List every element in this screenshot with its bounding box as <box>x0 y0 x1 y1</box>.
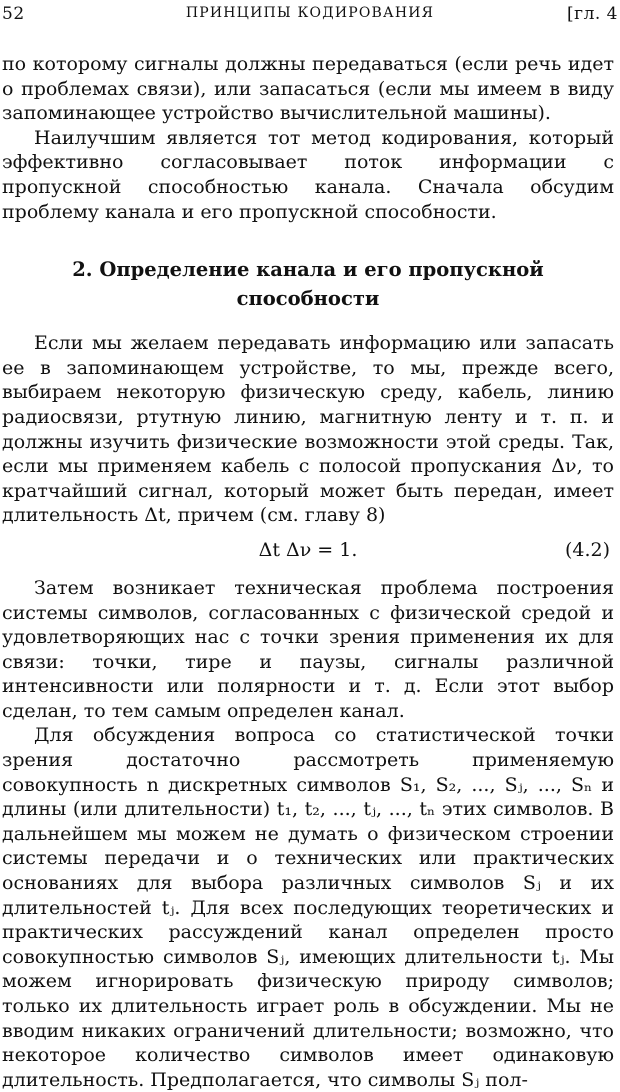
page-body <box>2 52 614 1092</box>
paragraph-continued: по которому сигналы должны передаваться (если речь идет о проблемах связи), или запасаться (если мы имеем в виду запоминающее устройство вычислительной машины). <box>2 53 614 125</box>
page-number: 52 <box>2 4 25 24</box>
paragraph: Наилучшим является тот метод кодирования, который эффективно согласовывает поток информации с пропускной способностью канала. Сначала обсудим проблему канала и его пропускной способности. <box>2 126 614 223</box>
equation-4-2 <box>2 530 614 570</box>
equation-text: Δt Δν = 1. <box>258 538 358 561</box>
paragraph: Если мы желаем передавать информацию или запасать ее в запоминающем устройстве, то мы, прежде всего, выбираем некоторую физическую среду, кабель, линию радиосвязи, ртутную линию, магнитную ленту и т. п. и должны изучить физические возможности этой среды. Так, если мы применяем кабель с полосой пропускания Δν, то кратчайший сигнал, который может быть передан, имеет длительность Δt, причем (см. главу 8) <box>2 332 614 527</box>
chapter-marker: [гл. 4 <box>567 4 618 24</box>
page-header <box>2 4 618 30</box>
section-heading: 2. Определение канала и его пропускной способности <box>72 258 544 311</box>
paragraph: Для обсуждения вопроса со статистической точки зрения достаточно рассмотреть применяемую совокупность n дискретных символов S₁, S₂, ..., Sⱼ, ..., Sₙ и длины (или длительности) t₁, t₂, ..., tⱼ, ..., tₙ этих символов. В дальнейшем мы можем не думать о физическом строении системы передачи и о технических или практических основаниях для выбора различных символов Sⱼ и их длительностей tⱼ. Для всех последующих теоретических и практических рассуждений канал определен просто совокупностью символов Sⱼ, имеющих длительности tⱼ. Мы можем игнорировать физическую природу символов; только их длительность играет роль в обсуждении. Мы не вводим никаких ограничений длительности; возможно, что некоторое количество символов имеет одинаковую длительность. Предполагается, что символы Sⱼ пол- <box>2 724 614 1091</box>
equation-number: (4.2) <box>564 538 610 561</box>
running-title: ПРИНЦИПЫ КОДИРОВАНИЯ <box>185 5 435 21</box>
paragraph: Затем возникает техническая проблема построения системы символов, согласованных с физической средой и удовлетворяющих нас с точки зрения применения их для связи: точки, тире и паузы, сигналы различной интенсивности или полярности и т. д. Если этот выбор сделан, то тем самым определен канал. <box>2 576 614 722</box>
